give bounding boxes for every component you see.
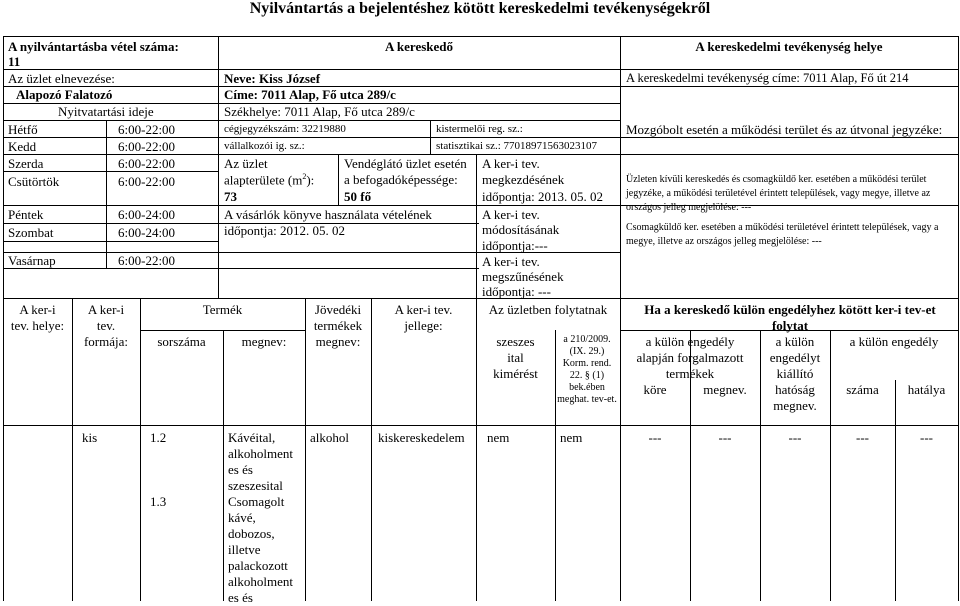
activity-place-header: A kereskedelmi tevékenység helye [695,39,883,54]
alcohol-label-3: kimérést [493,366,538,381]
issuer-label-3: kiállító [776,366,814,381]
hours-sunday: 6:00-22:00 [118,253,176,268]
activity-form-label-2: tev. [96,318,116,333]
day-sunday: Vasárnap [8,253,56,268]
row-license-validity: --- [920,430,933,445]
capacity-label-2: a befogadóképessége: [344,172,458,187]
day-monday: Hétfő [8,122,38,137]
activity-form-label-1: A ker-i [87,302,125,317]
day-wednesday: Szerda [8,156,44,171]
row-activity-form: kis [82,430,98,445]
hours-monday: 6:00-22:00 [118,122,176,137]
start-date: időpontja: 2013. 05. 02 [482,189,603,204]
hours-tuesday: 6:00-22:00 [118,139,176,154]
product-name-header: megnev: [241,334,287,349]
small-producer-reg: kistermelői reg. sz.: [436,123,523,135]
row-item2-name: Csomagolt kávé, dobozos, illetve palackozott alkoholment es és [228,494,293,605]
shop-area-value: 73 [224,189,237,204]
row-decree-activity: nem [560,430,583,445]
registration-number-label: A nyilvántartásba vétel száma: [8,39,179,54]
product-header: Termék [202,302,243,317]
issuer-label-1: a külön [775,334,815,349]
opening-hours-label: Nyitvatartási ideje [58,104,154,119]
outside-shop-area: Üzleten kívüli kereskedés és csomagküldő ker. esetében a működési terület jegyzéke, a működési területével érintett települések, vagy megye, illetve az országos jelleg megjelölése: --- [626,174,931,213]
activity-type-label-2: jellege: [404,318,443,333]
activity-form-label-3: formája: [83,334,129,349]
end-label-2: megszűnésének [482,269,564,284]
issuer-label-5: megnev. [773,398,817,413]
row-item2-number: 1.3 [150,494,167,509]
start-label-2: megkezdésének [482,172,565,187]
hours-thursday: 6:00-22:00 [118,174,176,189]
license-number-group: a külön engedély [849,334,939,349]
row-excise: alkohol [310,430,349,445]
shop-name-value: Alapozó Falatozó [16,87,113,102]
complaint-book-label: A vásárlók könyve használata vételének [224,207,432,222]
row-license-issuer: --- [788,430,802,445]
activity-address: A kereskedelmi tevékenység címe: 7011 Alap, Fő út 214 [626,71,909,85]
day-thursday: Csütörtök [8,174,60,189]
day-tuesday: Kedd [8,139,37,154]
shop-name-label: Az üzlet elnevezése: [8,71,115,86]
hours-friday: 6:00-24:00 [118,207,176,222]
modify-label-1: A ker-i tev. [482,207,540,222]
end-label-1: A ker-i tev. [482,254,540,269]
alcohol-label-1: szeszes [496,334,535,349]
licensed-products-name: megnev. [703,382,747,397]
mail-order-area: Csomagküldő ker. esetében a működési területével érintett települések, vagy a megye, illetve az országos jelleg megjelölése: --- [626,222,939,247]
statistical-number: statisztikai sz.: 7701897156302310​7 [436,140,598,152]
row-license-scope: --- [648,430,662,445]
activity-location-label-2: tev. helye: [10,318,65,333]
capacity-label-1: Vendéglátó üzlet esetén [344,156,467,171]
mobile-shop-route: Mozgóbolt esetén a működési terület és az útvonal jegyzéke: [626,122,943,137]
day-friday: Péntek [8,207,44,222]
product-number-header: sorszáma [157,334,206,349]
row-alcohol: nem [487,430,510,445]
excise-label-2: termékek [313,318,363,333]
day-saturday: Szombat [8,225,54,240]
license-number-header: száma [846,382,879,397]
capacity-value: 50 fő [344,189,372,204]
licensed-products-label-1: a külön engedély [645,334,735,349]
merchant-name: Neve: Kiss József [224,71,321,86]
end-date: időpontja: --- [482,284,551,299]
modify-label-2: módosításának [482,222,560,237]
hours-wednesday: 6:00-22:00 [118,156,176,171]
shop-area-label-2: alapterülete $(m^2)$: [224,172,315,188]
page-title: Nyilvántartás a bejelentéshez kötött kereskedelmi tevékenységekről [249,0,711,17]
activity-type-label-1: A ker-i tev. [394,302,453,317]
licensed-products-label-2: alapján forgalmazott [636,350,744,365]
excise-label-1: Jövedéki [314,302,362,317]
entrepreneur-id: vállalkozói ig. sz.: [224,140,305,152]
issuer-label-2: engedélyt [769,350,821,365]
merchant-address: Címe: 7011 Alap, Fő utca 289/c [224,87,396,102]
alcohol-label-2: ital [507,350,524,365]
registration-number-value: 11 [8,54,21,69]
row-item1-name: Kávéital, alkoholment es és szeszesital [228,430,293,493]
complaint-book-date: időpontja: 2012. 05. 02 [224,223,345,238]
modify-date: időpontja:--- [482,238,548,253]
in-shop-header: Az üzletben folytatnak [488,302,608,317]
license-header: Ha a kereskedő külön engedélyhez kötött ker-i tev-et folytat [644,302,936,333]
row-activity-type: kiskereskedelem [378,430,465,445]
row-item1-number: 1.2 [150,430,167,445]
licensed-products-scope: köre [643,382,667,397]
row-license-product: --- [718,430,732,445]
licensed-products-label-3: termékek [665,366,715,381]
merchant-headquarters: Székhelye: 7011 Alap, Fő utca 289/c [224,104,415,119]
issuer-label-4: hatóság [775,382,815,397]
activity-location-label-1: A ker-i [19,302,56,317]
company-registry-number: cégjegyzékszám: 32219880 [224,123,346,135]
merchant-header: A kereskedő [384,39,453,54]
start-label-1: A ker-i tev. [482,156,540,171]
license-validity-header: hatálya [907,382,946,397]
row-license-number: --- [856,430,869,445]
hours-saturday: 6:00-24:00 [118,225,176,240]
decree-activity-header: a 210/2009. (IX. 29.) Korm. rend. 22. § (1) bek.ében meghat. tev-et. [557,334,617,405]
excise-label-3: megnev: [315,334,361,349]
shop-area-label-1: Az üzlet [224,156,268,171]
